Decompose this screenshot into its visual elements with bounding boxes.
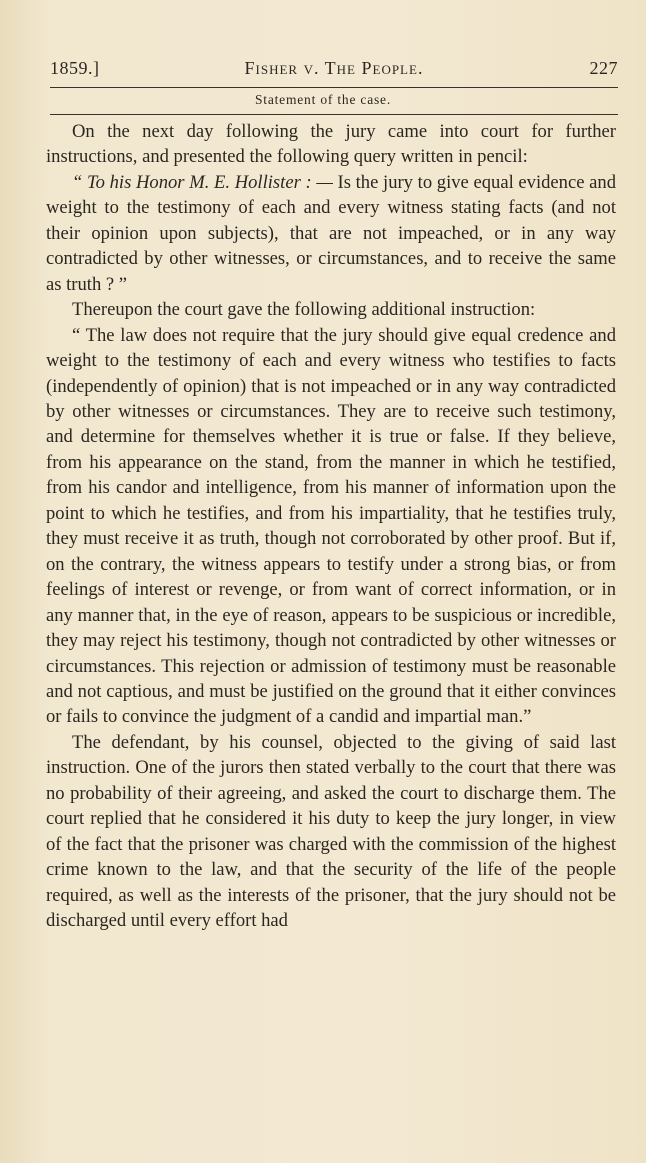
section-label: Statement of the case. xyxy=(254,92,392,107)
paragraph-text: The defendant, by his counsel, objected to the giving of said last instruction. One of the jurors then stated verbally to the court that there was no probability of their agreeing, and asked the court to discharge them. The court replied that he considered it his duty to keep the jury longer, in view of the fact that the prisoner was charged with the commission of the highest crime known to the law, and that the security of the life of the people required, as well as the interests of the prisoner, that the jury should not be discharged until every effort had xyxy=(46,731,616,932)
section-rule xyxy=(50,114,618,115)
body-text xyxy=(46,119,616,934)
header-year: 1859.] xyxy=(50,58,100,78)
paragraph-jury-return xyxy=(46,119,616,170)
header-rule xyxy=(50,87,618,88)
paragraph-text: On the next day following the jury came into court for further instructions, and presented the following query written in pencil: xyxy=(46,121,616,168)
query-salutation: “ To his Honor M. E. Hollister : — xyxy=(72,171,333,193)
paragraph-jury-query xyxy=(46,170,616,297)
page-number: 227 xyxy=(589,58,618,78)
header-case-title: Fisher v. The People. xyxy=(244,58,424,78)
running-head xyxy=(50,58,618,80)
paragraph-text: “ The law does not require that the jury should give equal credence and weight to the testimony of each and every witness who testifies to facts (independently of opinion) that is not impeached or in any way contradicted by other witnesses or circumstances. They are to receive such testimony, and determine for themselves whether it is true or false. If they believe, from his appearance on the stand, from the manner in which he testified, from his candor and intelligence, from his manner of information upon the point to which he testifies, and from his impartiality, that he testifies truly, they must receive it as truth, though not corroborated by other proof. But if, on the contrary, the witness appears to testify under a strong bias, or from feelings of interest or revenge, or from want of correct information, or in any manner that, in the eye of reason, appears to be suspicious or incredible, they may reject his testimony, though not contradicted by other witnesses or circumstances. This rejection or admission of testimony must be reasonable and not captious, and must be justified on the ground that it either convinces or fails to convince the judgment of a candid and impartial man.” xyxy=(46,324,616,728)
paragraph-text: Is the jury to give equal evidence and weight to the testimony of each and every witness stating facts (and not their opinion upon subjects), that are not impeached, or in any way contradicted by other witnesses, or circumstances, and to receive the same as truth ? ” xyxy=(46,171,616,295)
paragraph-additional-instruction xyxy=(46,323,616,730)
paragraph-defendant-objection xyxy=(46,730,616,934)
paragraph-court-response xyxy=(46,297,616,322)
paragraph-text: Thereupon the court gave the following additional instruction: xyxy=(72,299,536,321)
